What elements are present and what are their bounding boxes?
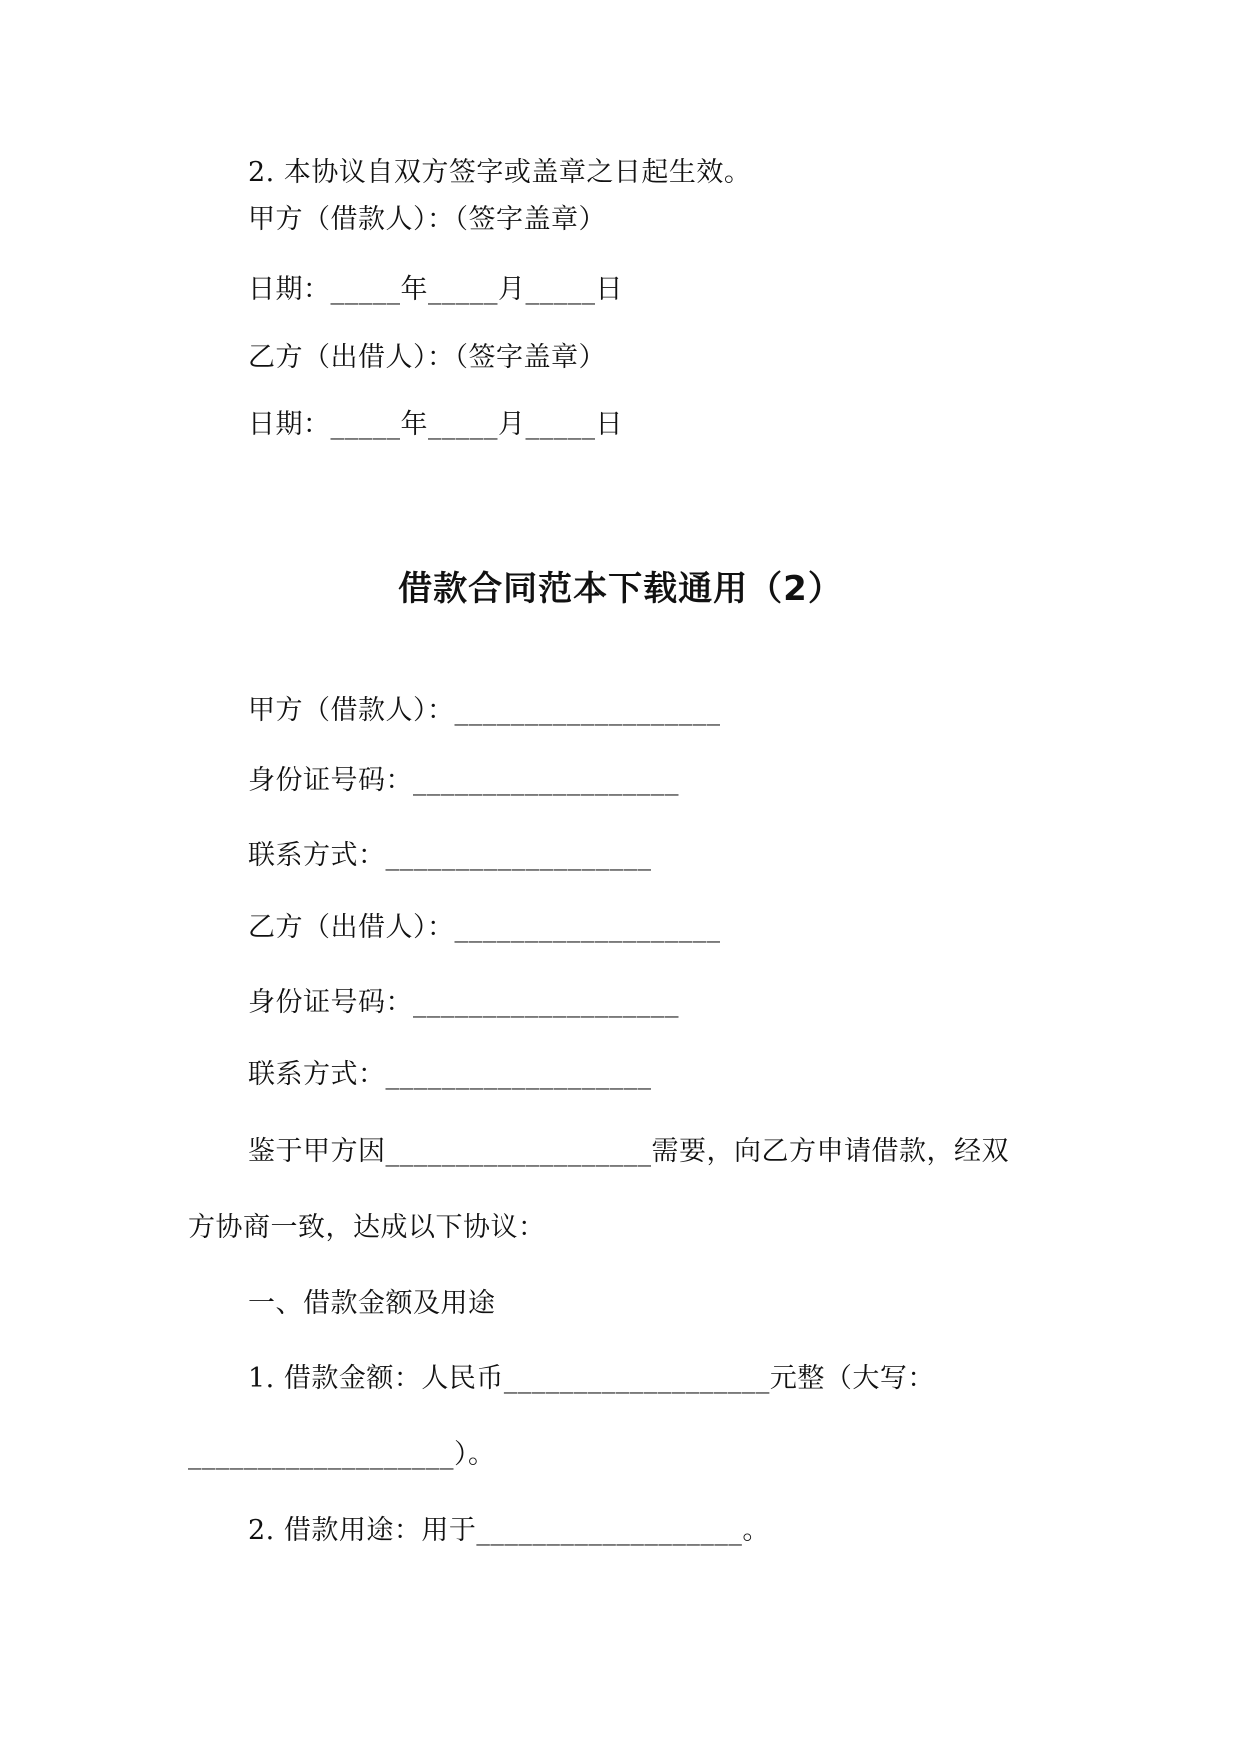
item-1-line-1: 1. 借款金额：人民币___________________元整（大写： xyxy=(248,1363,935,1394)
party-b-id-field: 身份证号码：___________________ xyxy=(248,987,679,1018)
party-b-date: 日期：_____年_____月_____日 xyxy=(248,409,623,440)
section-1-heading: 一、借款金额及用途 xyxy=(248,1288,496,1319)
party-a-field: 甲方（借款人）：___________________ xyxy=(248,695,721,726)
party-b-signature: 乙方（出借人）：（签字盖章） xyxy=(248,342,606,373)
item-2: 2. 借款用途：用于___________________。 xyxy=(248,1515,770,1546)
party-a-date: 日期：_____年_____月_____日 xyxy=(248,274,623,305)
party-b-field: 乙方（出借人）：___________________ xyxy=(248,912,721,943)
contract-title: 借款合同范本下载通用（2） xyxy=(398,569,843,609)
preamble-line-1: 鉴于甲方因___________________需要，向乙方申请借款，经双 xyxy=(248,1136,1009,1167)
clause-2-effective: 2. 本协议自双方签字或盖章之日起生效。 xyxy=(248,157,752,188)
party-a-id-field: 身份证号码：___________________ xyxy=(248,765,679,796)
party-a-contact-field: 联系方式：___________________ xyxy=(248,840,652,871)
party-a-signature: 甲方（借款人）：（签字盖章） xyxy=(248,204,606,235)
preamble-line-2: 方协商一致，达成以下协议： xyxy=(188,1212,546,1243)
party-b-contact-field: 联系方式：___________________ xyxy=(248,1059,652,1090)
item-1-line-2: ___________________）。 xyxy=(188,1439,496,1470)
